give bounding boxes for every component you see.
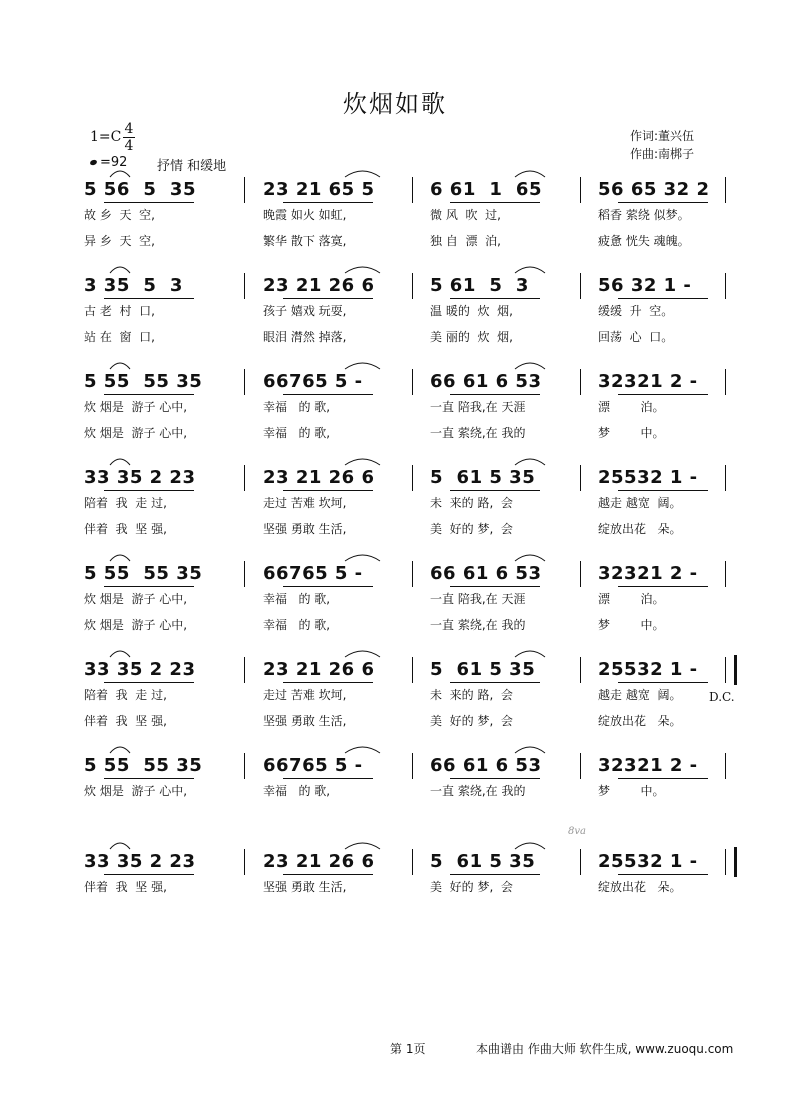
lyric-line: 繁华 散下 落寞, xyxy=(263,234,347,248)
measure-notes: 66 61 6 53 xyxy=(430,563,542,584)
time-sig-top: 4 xyxy=(124,121,134,137)
measure-notes: 25532 1 - xyxy=(598,467,698,488)
lyric-line: 美 好的 梦, 会 xyxy=(430,714,513,728)
lyric-line: 绽放出花 朵。 xyxy=(598,714,682,728)
measure-notes: 66 61 6 53 xyxy=(430,755,542,776)
tempo-value: =92 xyxy=(100,155,128,170)
lyric-line: 伴着 我 坚 强, xyxy=(84,522,167,536)
lyric-line: 故 乡 天 空, xyxy=(84,208,155,222)
measure-notes: 32321 2 - xyxy=(598,563,698,584)
lyric-line: 稻香 萦绕 似梦。 xyxy=(598,208,690,222)
lyric-line: 伴着 我 坚 强, xyxy=(84,880,167,894)
lyric-line: 梦 中。 xyxy=(598,784,665,798)
measure-notes: 5 55 55 35 xyxy=(84,755,203,776)
lyric-line: 幸福 的 歌, xyxy=(263,618,331,632)
measure-notes: 25532 1 - xyxy=(598,851,698,872)
lyric-line: 美 好的 梦, 会 xyxy=(430,522,513,536)
lyric-line: 梦 中。 xyxy=(598,618,665,632)
lyric-line: 梦 中。 xyxy=(598,426,665,440)
measure-notes: 5 61 5 3 xyxy=(430,275,529,296)
measure-notes: 25532 1 - xyxy=(598,659,698,680)
lyric-line: 一直 陪我,在 天涯 xyxy=(430,400,526,414)
measure-notes: 23 21 26 6 xyxy=(263,851,375,872)
footer-page-number: 第 1页 xyxy=(390,1042,426,1056)
measure-notes: 66765 5 - xyxy=(263,371,363,392)
lyric-line: 未 来的 路, 会 xyxy=(430,496,513,510)
measure-notes: 66765 5 - xyxy=(263,755,363,776)
measure-notes: 32321 2 - xyxy=(598,371,698,392)
slur-arc xyxy=(515,843,545,849)
lyric-line: 漂 泊。 xyxy=(598,592,665,606)
lyric-line: 陪着 我 走 过, xyxy=(84,688,167,702)
measure-notes: 56 65 32 2 xyxy=(598,179,710,200)
lyric-line: 炊 烟是 游子 心中, xyxy=(84,592,188,606)
measure-notes: 66 61 6 53 xyxy=(430,371,542,392)
lyric-line: 幸福 的 歌, xyxy=(263,592,331,606)
composer-credit: 作曲:南梆子 xyxy=(630,147,695,161)
measure-notes: 5 61 5 35 xyxy=(430,851,536,872)
footer-generator-credit: 本曲谱由 作曲大师 软件生成, www.zuoqu.com xyxy=(476,1042,734,1056)
lyric-line: 孩子 嬉戏 玩耍, xyxy=(263,304,347,318)
measure-notes: 5 55 55 35 xyxy=(84,371,203,392)
measure-notes: 66765 5 - xyxy=(263,563,363,584)
lyric-line: 美 丽的 炊 烟, xyxy=(430,330,513,344)
lyric-line: 越走 越宽 阔。 xyxy=(598,496,682,510)
final-barline xyxy=(734,655,737,685)
lyric-line: 微 风 吹 过, xyxy=(430,208,501,222)
measure-notes: 32321 2 - xyxy=(598,755,698,776)
measure-notes: 23 21 26 6 xyxy=(263,275,375,296)
lyric-line: 坚强 勇敢 生活, xyxy=(263,714,347,728)
lyricist-credit: 作词:董兴伍 xyxy=(630,129,695,143)
key-signature: 1=C xyxy=(90,129,122,145)
measure-notes: 5 56 5 35 xyxy=(84,179,196,200)
lyric-line: 未 来的 路, 会 xyxy=(430,688,513,702)
lyric-line: 幸福 的 歌, xyxy=(263,784,331,798)
measure-notes: 23 21 65 5 xyxy=(263,179,375,200)
lyric-line: 走过 苦难 坎坷, xyxy=(263,496,347,510)
measure-notes: 6 61 1 65 xyxy=(430,179,542,200)
lyric-line: 晚霞 如火 如虹, xyxy=(263,208,347,222)
lyric-line: 炊 烟是 游子 心中, xyxy=(84,426,188,440)
measure-notes: 33 35 2 23 xyxy=(84,467,196,488)
measure-notes: 5 61 5 35 xyxy=(430,467,536,488)
lyric-line: 回荡 心 口。 xyxy=(598,330,674,344)
measure-notes: 56 32 1 - xyxy=(598,275,692,296)
lyric-line: 站 在 窗 口, xyxy=(84,330,155,344)
lyric-line: 陪着 我 走 过, xyxy=(84,496,167,510)
lyric-line: 一直 萦绕,在 我的 xyxy=(430,784,526,798)
song-title: 炊烟如歌 xyxy=(343,90,447,118)
slur-arc xyxy=(110,843,130,849)
lyric-line: 坚强 勇敢 生活, xyxy=(263,522,347,536)
measure-notes: 23 21 26 6 xyxy=(263,467,375,488)
lyric-line: 温 暖的 炊 烟, xyxy=(430,304,513,318)
lyric-line: 幸福 的 歌, xyxy=(263,426,331,440)
lyric-line: 美 好的 梦, 会 xyxy=(430,880,513,894)
lyric-line: 坚强 勇敢 生活, xyxy=(263,880,347,894)
lyric-line: 炊 烟是 游子 心中, xyxy=(84,784,188,798)
measure-notes: 5 55 55 35 xyxy=(84,563,203,584)
lyric-line: 疲惫 恍失 魂魄。 xyxy=(598,234,690,248)
lyric-line: 绽放出花 朵。 xyxy=(598,522,682,536)
lyric-line: 漂 泊。 xyxy=(598,400,665,414)
lyric-line: 绽放出花 朵。 xyxy=(598,880,682,894)
measure-notes: 33 35 2 23 xyxy=(84,659,196,680)
lyric-line: 一直 陪我,在 天涯 xyxy=(430,592,526,606)
lyric-line: 幸福 的 歌, xyxy=(263,400,331,414)
measure-notes: 3 35 5 3 xyxy=(84,275,183,296)
lyric-line: 伴着 我 坚 强, xyxy=(84,714,167,728)
measure-notes: 23 21 26 6 xyxy=(263,659,375,680)
dc-mark: D.C. xyxy=(709,690,735,704)
lyric-line: 炊 烟是 游子 心中, xyxy=(84,618,188,632)
final-barline xyxy=(734,847,737,877)
time-sig-bottom: 4 xyxy=(124,138,134,154)
lyric-line: 独 自 漂 泊, xyxy=(430,234,501,248)
ottava-mark: 8va xyxy=(568,826,586,837)
lyric-line: 走过 苦难 坎坷, xyxy=(263,688,347,702)
measure-notes: 33 35 2 23 xyxy=(84,851,196,872)
lyric-line: 异 乡 天 空, xyxy=(84,234,155,248)
expression-marking: 抒情 和缓地 xyxy=(157,159,227,174)
measure-notes: 5 61 5 35 xyxy=(430,659,536,680)
lyric-line: 越走 越宽 阔。 xyxy=(598,688,682,702)
lyric-line: 古 老 村 口, xyxy=(84,304,155,318)
lyric-line: 眼泪 潸然 掉落, xyxy=(263,330,347,344)
lyric-line: 缓缓 升 空。 xyxy=(598,304,674,318)
lyric-line: 一直 萦绕,在 我的 xyxy=(430,426,526,440)
slur-arc xyxy=(345,843,380,849)
lyric-line: 炊 烟是 游子 心中, xyxy=(84,400,188,414)
lyric-line: 一直 萦绕,在 我的 xyxy=(430,618,526,632)
